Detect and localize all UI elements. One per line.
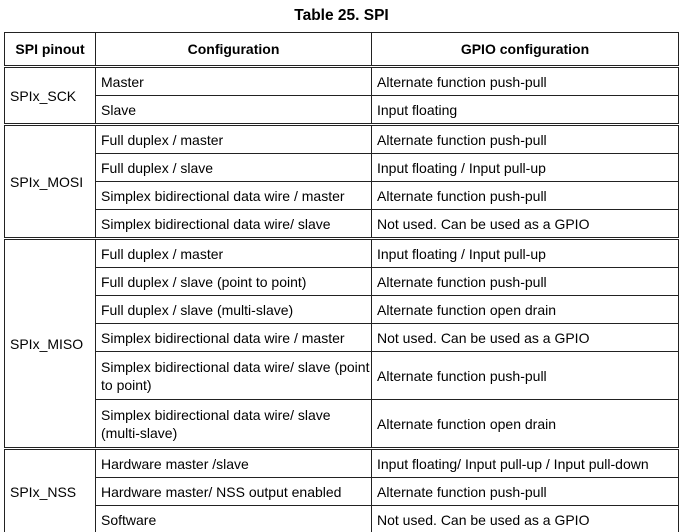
gpio-cell: Not used. Can be used as a GPIO [372, 506, 679, 532]
table-row [5, 268, 679, 296]
configuration-cell: Simplex bidirectional data wire/ slave (multi-slave) [96, 400, 372, 449]
header-gpio: GPIO configuration [372, 33, 679, 67]
pinout-cell: SPIx_MISO [5, 239, 96, 449]
gpio-cell: Alternate function push-pull [372, 268, 679, 296]
table-row [5, 96, 679, 125]
configuration-cell: Slave [96, 96, 372, 125]
configuration-cell: Simplex bidirectional data wire / master [96, 324, 372, 352]
gpio-cell: Alternate function open drain [372, 400, 679, 449]
pinout-cell: SPIx_SCK [5, 67, 96, 125]
gpio-cell: Alternate function push-pull [372, 352, 679, 400]
gpio-cell: Not used. Can be used as a GPIO [372, 210, 679, 239]
gpio-cell: Alternate function push-pull [372, 478, 679, 506]
gpio-cell: Not used. Can be used as a GPIO [372, 324, 679, 352]
table-row [5, 125, 679, 154]
configuration-cell: Full duplex / slave [96, 154, 372, 182]
configuration-cell: Software [96, 506, 372, 532]
configuration-cell: Full duplex / master [96, 125, 372, 154]
configuration-cell: Simplex bidirectional data wire / master [96, 182, 372, 210]
table-row [5, 154, 679, 182]
configuration-cell: Full duplex / master [96, 239, 372, 268]
gpio-cell: Alternate function push-pull [372, 182, 679, 210]
header-row [5, 33, 679, 67]
table-row [5, 239, 679, 268]
gpio-cell: Alternate function push-pull [372, 67, 679, 96]
table-row [5, 449, 679, 478]
configuration-cell: Master [96, 67, 372, 96]
configuration-cell: Full duplex / slave (multi-slave) [96, 296, 372, 324]
table-row [5, 67, 679, 96]
table-row [5, 324, 679, 352]
gpio-cell: Alternate function push-pull [372, 125, 679, 154]
header-configuration: Configuration [96, 33, 372, 67]
table-row [5, 296, 679, 324]
configuration-cell: Simplex bidirectional data wire/ slave (point to point) [96, 352, 372, 400]
configuration-cell: Hardware master/ NSS output enabled [96, 478, 372, 506]
table-row [5, 182, 679, 210]
table-row [5, 506, 679, 532]
configuration-cell: Hardware master /slave [96, 449, 372, 478]
configuration-cell: Simplex bidirectional data wire/ slave [96, 210, 372, 239]
header-pinout: SPI pinout [5, 33, 96, 67]
table-row [5, 478, 679, 506]
configuration-cell: Full duplex / slave (point to point) [96, 268, 372, 296]
gpio-cell: Input floating / Input pull-up [372, 154, 679, 182]
table-row [5, 210, 679, 239]
gpio-cell: Input floating [372, 96, 679, 125]
spi-table [4, 32, 679, 532]
table-row [5, 352, 679, 400]
table-row [5, 400, 679, 449]
pinout-cell: SPIx_MOSI [5, 125, 96, 239]
table-caption: Table 25. SPI [294, 7, 389, 24]
gpio-cell: Input floating / Input pull-up [372, 239, 679, 268]
pinout-cell: SPIx_NSS [5, 449, 96, 532]
gpio-cell: Input floating/ Input pull-up / Input pull-down [372, 449, 679, 478]
gpio-cell: Alternate function open drain [372, 296, 679, 324]
